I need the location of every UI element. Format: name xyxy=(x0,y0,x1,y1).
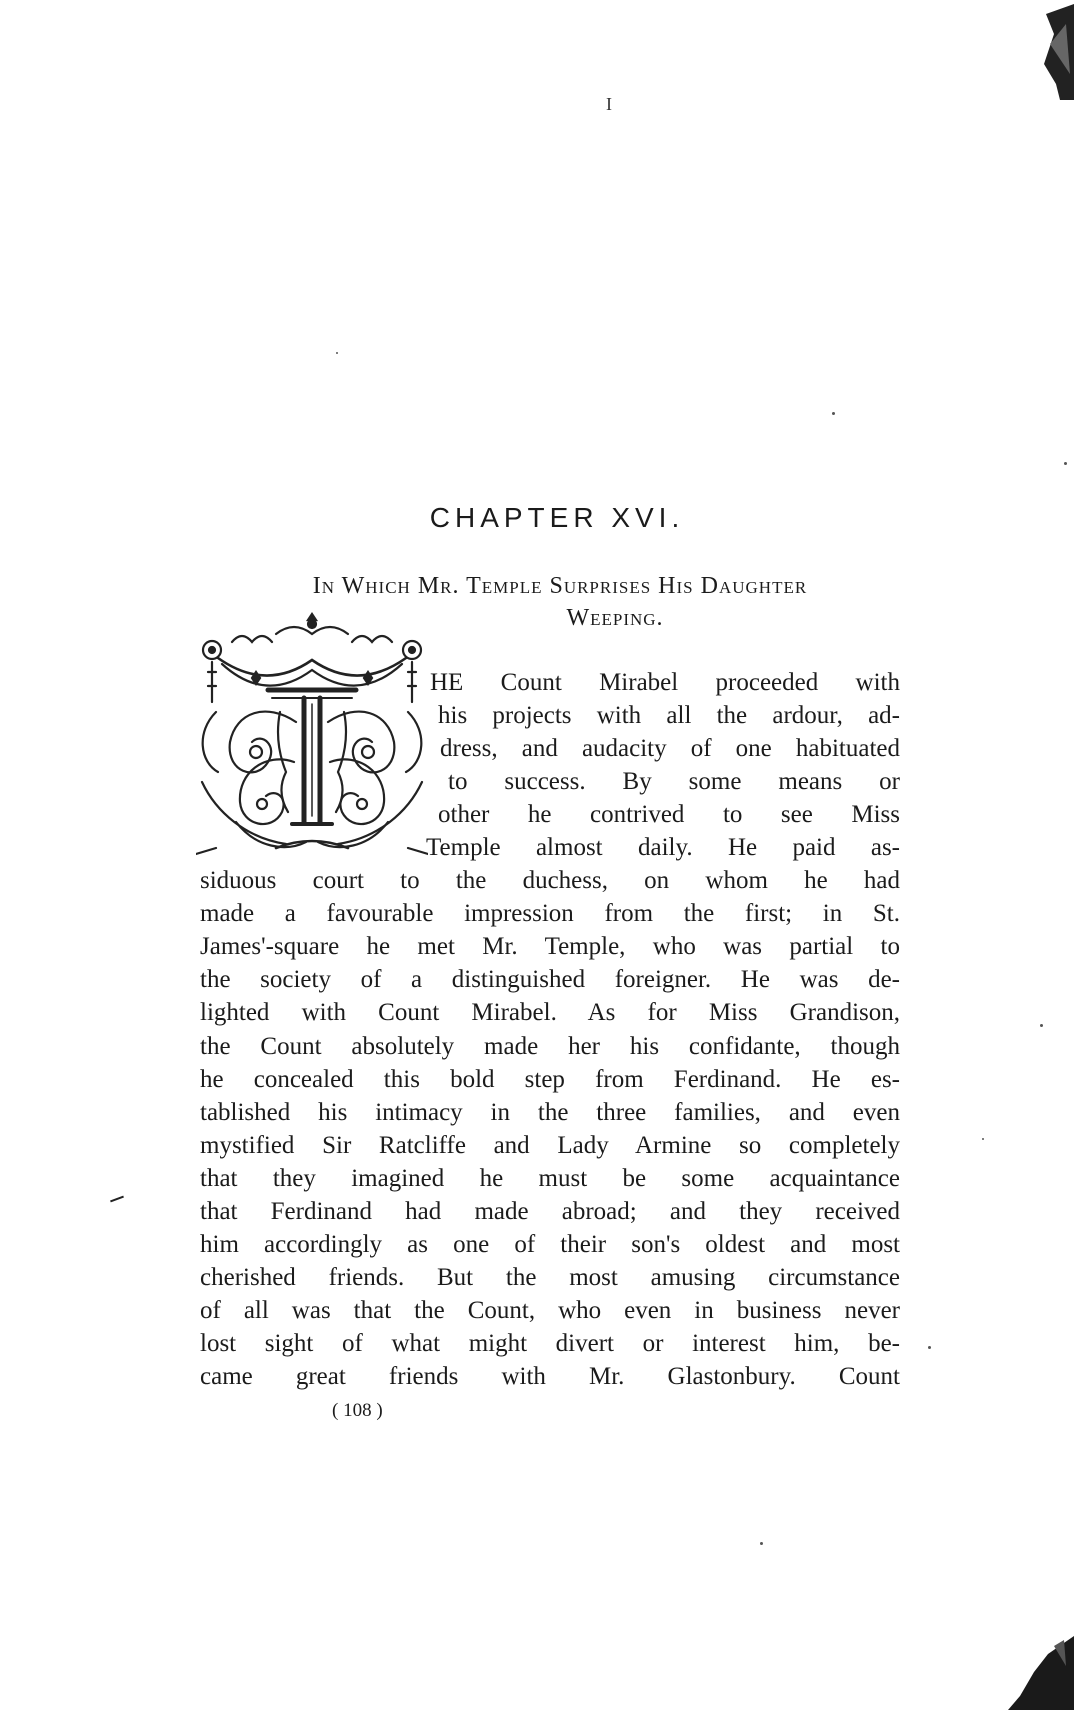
text-line: James'-square he met Mr. Temple, who was partial to xyxy=(200,933,900,961)
text-line: other he contrived to see Miss xyxy=(438,801,900,829)
text-line: his projects with all the ardour, ad- xyxy=(438,702,900,730)
text-line: Temple almost daily. He paid as- xyxy=(426,834,900,862)
text-line: made a favourable impression from the first; in St. xyxy=(200,900,900,928)
text-line: that they imagined he must be some acquaintance xyxy=(200,1164,900,1192)
text-line: HE Count Mirabel proceeded with xyxy=(430,669,900,696)
text-line: tablished his intimacy in the three families, and even xyxy=(200,1098,900,1126)
text-line: came great friends with Mr. Glastonbury. Count xyxy=(200,1362,900,1390)
folio-mark: I xyxy=(606,94,612,114)
text-line: lost sight of what might divert or interest him, be- xyxy=(200,1329,900,1357)
page-edge-shadow-bottom xyxy=(1004,1636,1074,1710)
chapter-body-text xyxy=(200,666,900,1393)
page-edge-shadow-top xyxy=(1040,4,1074,100)
text-line: siduous court to the duchess, on whom he had xyxy=(200,867,900,895)
text-line: to success. By some means or xyxy=(448,768,900,796)
text-line: him accordingly as one of their son's oldest and most xyxy=(200,1230,900,1258)
text-line: of all was that the Count, who even in business never xyxy=(200,1296,900,1324)
text-line: the Count absolutely made her his confidante, though xyxy=(200,1032,900,1060)
text-line: cherished friends. But the most amusing circumstance xyxy=(200,1263,900,1291)
text-line: mystified Sir Ratcliffe and Lady Armine so completely xyxy=(200,1131,900,1159)
subtitle-line-2: Weeping. xyxy=(566,605,664,631)
subtitle-line-1: In Which Mr. Temple Surprises His Daughter xyxy=(312,573,808,599)
text-line: that Ferdinand had made abroad; and they received xyxy=(200,1197,900,1225)
text-line: dress, and audacity of one habituated xyxy=(440,735,900,763)
text-line: lighted with Count Mirabel. As for Miss Grandison, xyxy=(200,999,900,1027)
page-number: ( 108 ) xyxy=(332,1400,383,1421)
text-line: he concealed this bold step from Ferdinand. He es- xyxy=(200,1065,900,1093)
text-line: the society of a distinguished foreigner. He was de- xyxy=(200,966,900,994)
chapter-title: CHAPTER XVI. xyxy=(429,502,685,533)
